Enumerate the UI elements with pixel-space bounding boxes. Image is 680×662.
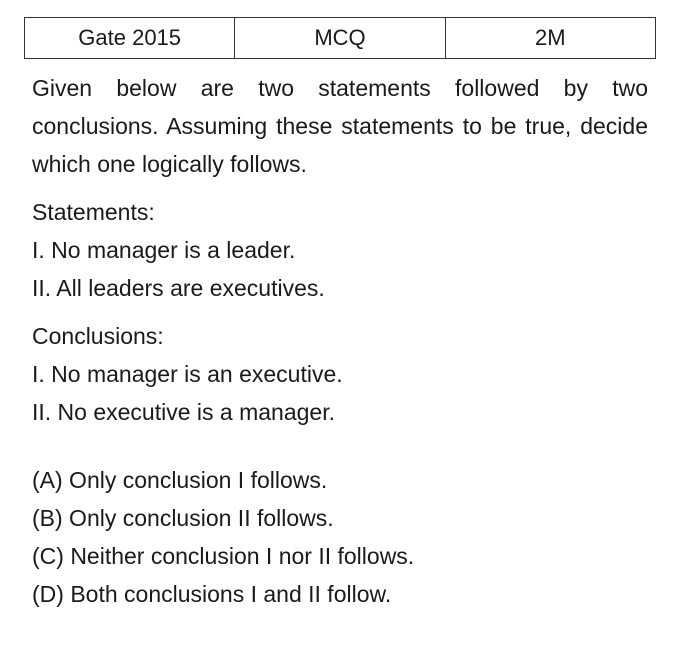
option-a[interactable]: (A) Only conclusion I follows. [32, 467, 328, 493]
conclusions-heading: Conclusions: [32, 323, 164, 349]
question-text: Given below are two statements followed by two conclusions. Assuming these statements to be true, decide which one logically follows. [32, 75, 648, 177]
option-c[interactable]: (C) Neither conclusion I nor II follows. [32, 543, 415, 569]
conclusion-1: I. No manager is an executive. [32, 361, 343, 387]
conclusions-section [32, 317, 648, 431]
statements-heading: Statements: [32, 199, 155, 225]
option-b[interactable]: (B) Only conclusion II follows. [32, 505, 334, 531]
question-type-cell: MCQ [235, 18, 445, 59]
marks-cell: 2M [445, 18, 655, 59]
conclusion-2: II. No executive is a manager. [32, 399, 335, 425]
question-meta-table [24, 17, 656, 59]
exam-cell: Gate 2015 [25, 18, 235, 59]
question-card [24, 17, 656, 613]
option-d[interactable]: (D) Both conclusions I and II follow. [32, 581, 392, 607]
statement-1: I. No manager is a leader. [32, 237, 296, 263]
options-section [32, 461, 648, 613]
statements-section [32, 193, 648, 307]
statement-2: II. All leaders are executives. [32, 275, 325, 301]
meta-row [25, 18, 656, 59]
question-content [32, 69, 648, 613]
